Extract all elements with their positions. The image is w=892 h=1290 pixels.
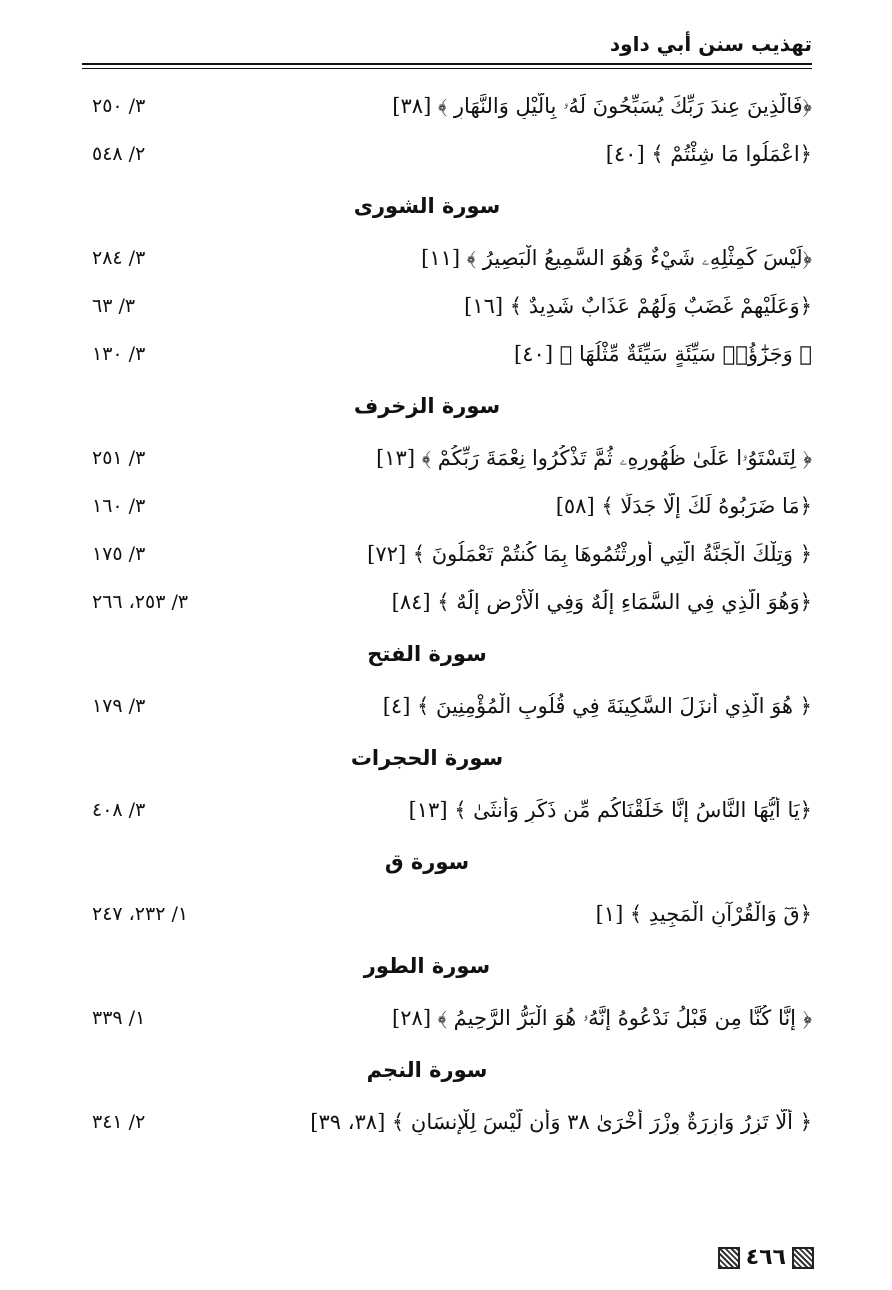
page-reference: ٣/ ١٣٠: [92, 343, 146, 365]
surah-heading-text: سورة الزخرف: [353, 394, 501, 418]
surah-heading-text: سورة الفتح: [367, 642, 487, 666]
verse-row: [82, 1098, 812, 1146]
page-number: ٤٦٦: [745, 1245, 786, 1270]
page-reference: ٣/ ٢٥١: [92, 447, 146, 469]
index-content: [82, 82, 812, 1146]
verse-text: ﴿ وَتِلْكَ الْجَنَّةُ الَّتِي أُورِثْتُمُوهَا بِمَا كُنتُمْ تَعْمَلُونَ ﴾ [٧٢]: [367, 541, 812, 566]
page-reference: ٢/ ٣٤١: [92, 1111, 146, 1133]
surah-heading: [82, 938, 812, 994]
verse-text: ﴿اعْمَلُوا مَا شِئْتُمْ ﴾ [٤٠]: [605, 141, 812, 166]
surah-heading-text: سورة الحجرات: [350, 746, 504, 770]
verse-row: [82, 130, 812, 178]
verse-text: ﴿مَا ضَرَبُوهُ لَكَ إِلَّا جَدَلًا ﴾ [٥٨]: [555, 493, 812, 518]
surah-heading-text: سورة الطور: [363, 954, 491, 978]
verse-text: ﴿ هُوَ الَّذِي أَنزَلَ السَّكِينَةَ فِي قُلُوبِ الْمُؤْمِنِينَ ﴾ [٤]: [382, 693, 812, 718]
surah-heading: [82, 730, 812, 786]
page-reference: ٣/ ٤٠٨: [92, 799, 146, 821]
surah-heading-text: سورة الشورى: [353, 194, 501, 218]
verse-row: [82, 282, 812, 330]
verse-text: ﴿وَعَلَيْهِمْ غَضَبٌ وَلَهُمْ عَذَابٌ شَدِيدٌ ﴾ [١٦]: [464, 293, 812, 318]
page-reference: ٣/ ٢٨٤: [92, 247, 146, 269]
verse-text: ﴿ وَجَزَٰٓؤُا۟ سَيِّئَةٍ سَيِّئَةٌ مِّثْلُهَا ﴾ [٤٠]: [514, 341, 812, 366]
book-title: تهذيب سنن أبي داود: [609, 32, 812, 56]
verse-text: ﴿ إِنَّا كُنَّا مِن قَبْلُ نَدْعُوهُ إِنَّهُۥ هُوَ الْبَرُّ الرَّحِيمُ ﴾ [٢٨]: [392, 1005, 812, 1030]
verse-text: ﴿قٓ وَالْقُرْآنِ الْمَجِيدِ ﴾ [١]: [595, 901, 812, 926]
page-reference: ٣/ ٦٣: [92, 295, 136, 317]
verse-row: [82, 890, 812, 938]
verse-text: ﴿فَالَّذِينَ عِندَ رَبِّكَ يُسَبِّحُونَ لَهُۥ بِالَّيْلِ وَالنَّهَارِ ﴾ [٣٨]: [392, 93, 812, 118]
surah-heading: [82, 178, 812, 234]
surah-heading: [82, 834, 812, 890]
surah-heading: [82, 378, 812, 434]
header-rule-thick: [82, 63, 812, 65]
verse-row: [82, 434, 812, 482]
verse-text: ﴿ لِتَسْتَوُۥا عَلَىٰ ظُهُورِهِۦ ثُمَّ تَذْكُرُوا نِعْمَةَ رَبِّكُمْ ﴾ [١٣]: [376, 445, 812, 470]
page-reference: ٣/ ٢٥٣، ٢٦٦: [92, 591, 189, 613]
surah-heading-text: سورة النجم: [366, 1058, 488, 1082]
verse-row: [82, 530, 812, 578]
verse-row: [82, 682, 812, 730]
verse-row: [82, 482, 812, 530]
page-reference: ١/ ٢٣٢، ٢٤٧: [92, 903, 189, 925]
verse-row: [82, 330, 812, 378]
page-reference: ٣/ ٢٥٠: [92, 95, 146, 117]
page-reference: ٣/ ١٧٩: [92, 695, 146, 717]
page-header: [82, 28, 812, 64]
ornament-icon: [718, 1247, 740, 1269]
surah-heading: [82, 626, 812, 682]
page-reference: ٣/ ١٦٠: [92, 495, 146, 517]
verse-text: ﴿ أَلَّا تَزِرُ وَازِرَةٌ وِزْرَ أُخْرَىٰ ٣٨ وَأَن لَّيْسَ لِلْإِنسَانِ ﴾ [٣٨، ٣٩]: [310, 1109, 812, 1134]
surah-heading-text: سورة ق: [384, 850, 470, 874]
surah-heading: [82, 1042, 812, 1098]
verse-text: ﴿وَهُوَ الَّذِي فِي السَّمَاءِ إِلَٰهٌ وَفِي الْأَرْضِ إِلَٰهٌ ﴾ [٨٤]: [391, 589, 812, 614]
verse-row: [82, 994, 812, 1042]
verse-text: ﴿يَا أَيُّهَا النَّاسُ إِنَّا خَلَقْنَاكُم مِّن ذَكَرٍ وَأُنثَىٰ ﴾ [١٣]: [408, 797, 812, 822]
verse-row: [82, 234, 812, 282]
page-reference: ٢/ ٥٤٨: [92, 143, 146, 165]
page-reference: ١/ ٣٣٩: [92, 1007, 146, 1029]
verse-row: [82, 786, 812, 834]
page-reference: ٣/ ١٧٥: [92, 543, 146, 565]
verse-text: ﴿لَيْسَ كَمِثْلِهِۦ شَيْءٌ وَهُوَ السَّمِيعُ الْبَصِيرُ ﴾ [١١]: [421, 245, 812, 270]
page-footer: [718, 1245, 814, 1270]
verse-row: [82, 578, 812, 626]
verse-row: [82, 82, 812, 130]
ornament-icon: [792, 1247, 814, 1269]
header-rule-thin: [82, 68, 812, 69]
